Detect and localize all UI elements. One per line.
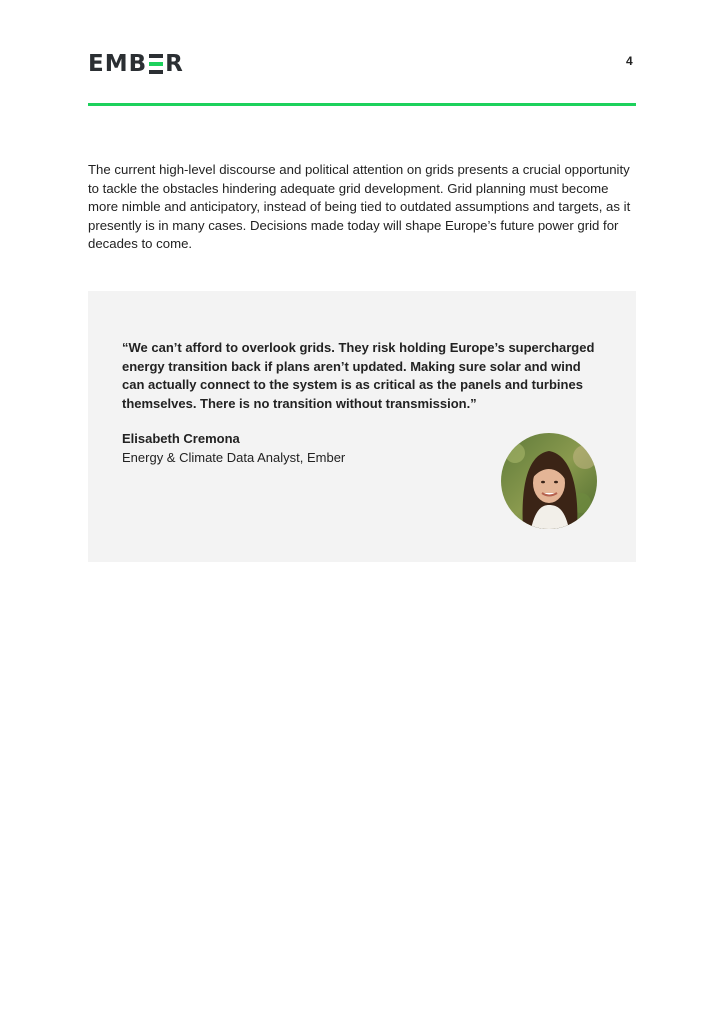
quote-author-role: Energy & Climate Data Analyst, Ember	[122, 450, 346, 465]
logo-stylized-e	[149, 54, 163, 74]
author-avatar	[501, 433, 597, 529]
header-divider	[88, 103, 636, 106]
page-number: 4	[626, 54, 633, 68]
body-paragraph: The current high-level discourse and political attention on grids presents a crucial opportunity to tackle the obstacles hindering adequate grid development. Grid planning must become more nimble and anticipatory, instead of being tied to outdated assumptions and targets, as it presently is in many cases. Decisions made today will shape Europe’s future power grid for decades to come.	[88, 162, 631, 251]
logo-letter-r: R	[165, 51, 184, 77]
quote-author-name: Elisabeth Cremona	[122, 431, 240, 446]
quote-box	[88, 291, 636, 562]
quote-text: “We can’t afford to overlook grids. They risk holding Europe’s supercharged energy transition back if plans aren’t updated. Making sure solar and wind can actually connect to the system is as critical as the panels and turbines themselves. There is no transition without transmission.”	[122, 340, 595, 411]
ember-logo	[88, 53, 184, 75]
logo-letters-emb: EMB	[88, 51, 148, 77]
